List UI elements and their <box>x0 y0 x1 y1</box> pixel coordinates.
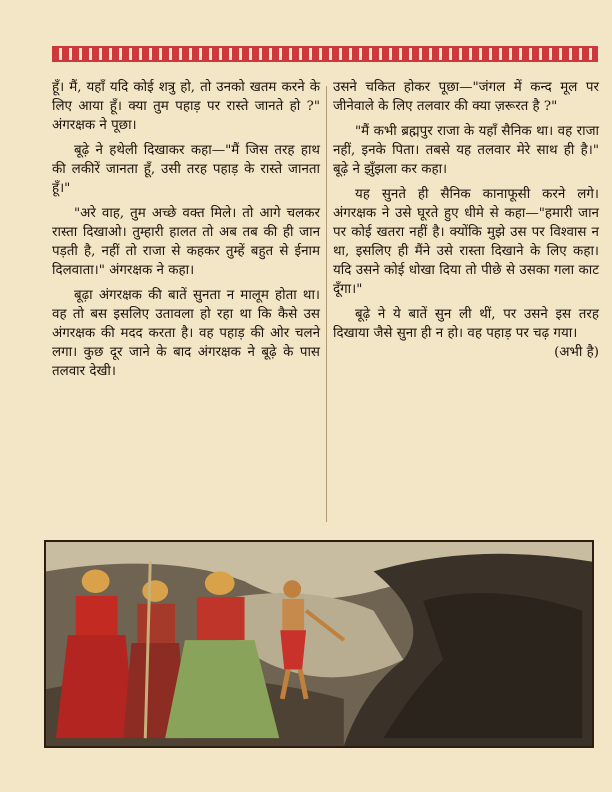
story-illustration <box>44 540 594 748</box>
column-divider <box>326 86 327 522</box>
paragraph: उसने चकित होकर पूछा—"जंगल में कन्द मूल पर जीनेवाले के लिए तलवार की क्या ज़रूरत है ?" <box>333 80 599 114</box>
paragraph: "अरे वाह, तुम अच्छे वक्त मिले। तो आगे चलकर रास्ता दिखाओ। तुम्हारी हालत तो अब तब की ही जान पड़ती है, नहीं तो राजा से कहकर तुम्हें बहुत से ईनाम दिलवाता।" अंगरक्षक ने कहा। <box>52 206 320 278</box>
decorative-border <box>52 46 598 62</box>
paragraph: यह सुनते ही सैनिक कानाफूसी करने लगे। अंगरक्षक ने उसे घूरते हुए धीमे से कहा—"हमारी जान पर कोई खतरा नहीं है। क्योंकि मुझे उस पर विश्वास न था, इसलिए ही मैंने उसे रास्ता दिखाने के लिए कहा। यदि उसने कोई धोखा दिया तो पीछे से उसका गला काट दूँगा।" <box>333 187 599 297</box>
paragraph: हूँ। मैं, यहाँ यदि कोई शत्रु हो, तो उनको खतम करने के लिए आया हूँ। क्या तुम पहाड़ पर रास्ते जानते हो ?" अंगरक्षक ने पूछा। <box>52 80 320 133</box>
paragraph: बूढ़ा अंगरक्षक की बातें सुनता न मालूम होता था। वह तो बस इसलिए उतावला हो रहा था कि कैसे उस अंगरक्षक की मदद करता है। वह पहाड़ की ओर चलने लगा। कुछ दूर जाने के बाद अंगरक्षक ने बूढ़े के पास तलवार देखी। <box>52 288 320 379</box>
paragraph: बूढ़े ने ये बातें सुन ली थीं, पर उसने इस तरह दिखाया जैसे सुना ही न हो। वह पहाड़ पर चढ़ गया। <box>333 307 599 341</box>
continued-note: (अभी है) <box>554 345 599 360</box>
paragraph: "मैं कभी ब्रह्मपुर राजा के यहाँ सैनिक था। वह राजा नहीं, इनके पिता। तबसे यह तलवार मेरे साथ ही है।" बूढ़े ने झुँझला कर कहा। <box>333 124 599 177</box>
paragraph: बूढ़े ने हथेली दिखाकर कहा—"मैं जिस तरह हाथ की लकीरें जानता हूँ, उसी तरह पहाड़ के रास्ते जानता हूँ।" <box>52 143 320 196</box>
left-text-column <box>52 78 320 381</box>
right-text-column <box>333 78 599 362</box>
illustration-art <box>46 542 592 746</box>
